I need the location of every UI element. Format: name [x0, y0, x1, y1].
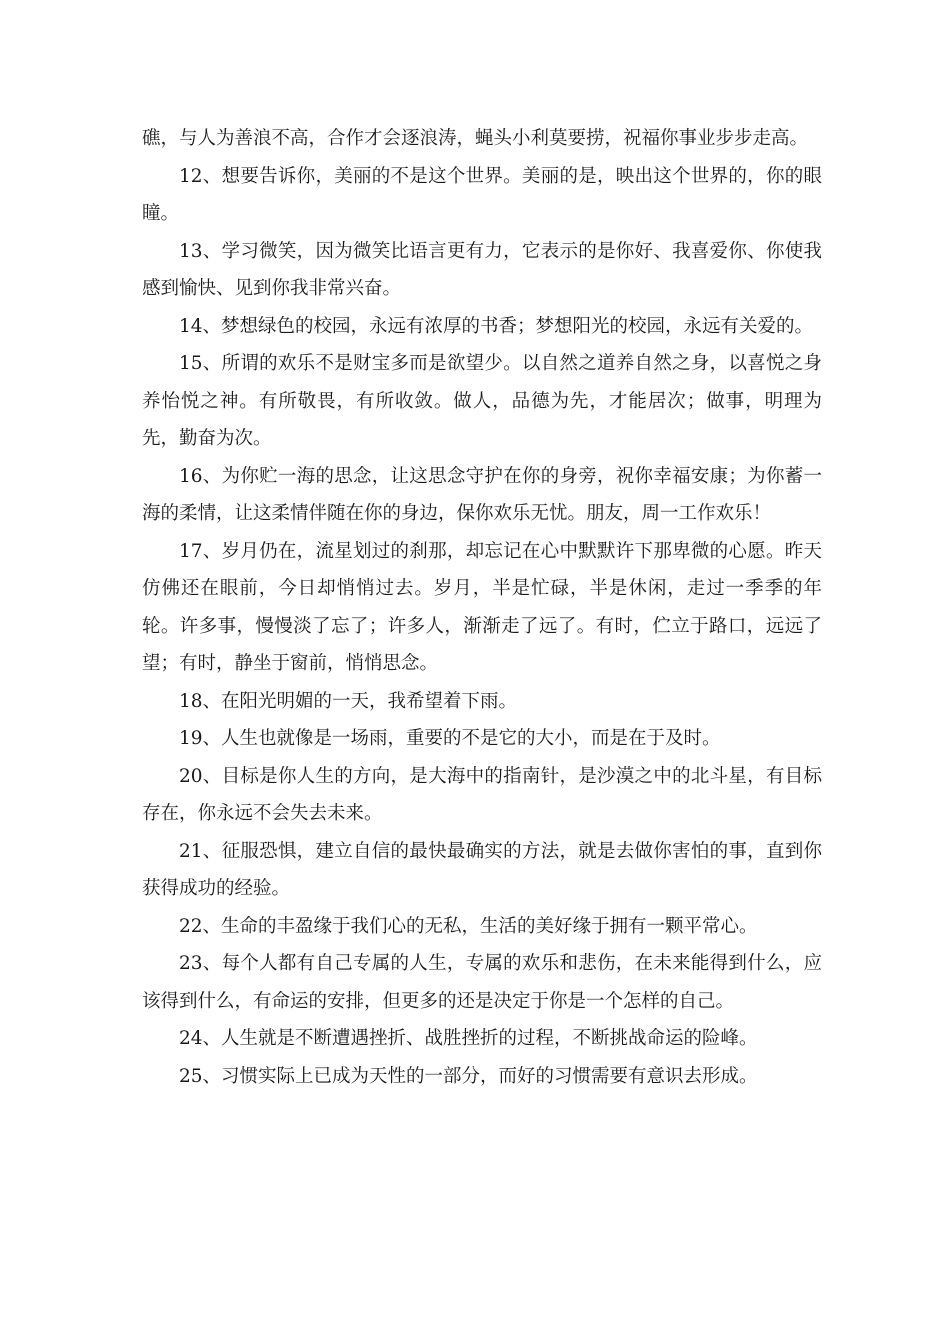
document-body [142, 120, 822, 1095]
paragraph-13: 13、学习微笑，因为微笑比语言更有力，它表示的是你好、我喜爱你、你使我感到愉快、见到你我非常兴奋。 [142, 240, 822, 299]
paragraph-16: 16、为你贮一海的思念，让这思念守护在你的身旁，祝你幸福安康；为你蓄一海的柔情，让这柔情伴随在你的身边，保你欢乐无忧。朋友，周一工作欢乐！ [142, 465, 822, 524]
paragraph-25: 25、习惯实际上已成为天性的一部分，而好的习惯需要有意识去形成。 [179, 1065, 758, 1087]
paragraph-24: 24、人生就是不断遭遇挫折、战胜挫折的过程，不断挑战命运的险峰。 [179, 1028, 758, 1049]
paragraph-20: 20、目标是你人生的方向，是大海中的指南针，是沙漠之中的北斗星，有目标存在，你永远不会失去未来。 [142, 765, 822, 824]
paragraph-continuation: 礁，与人为善浪不高，合作才会逐浪涛，蝇头小利莫要捞，祝福你事业步步走高。 [142, 128, 809, 149]
paragraph-14: 14、梦想绿色的校园，永远有浓厚的书香；梦想阳光的校园，永远有关爱的。 [179, 315, 814, 337]
paragraph-22: 22、生命的丰盈缘于我们心的无私，生活的美好缘于拥有一颗平常心。 [179, 915, 758, 937]
paragraph-19: 19、人生也就像是一场雨，重要的不是它的大小，而是在于及时。 [179, 728, 721, 749]
paragraph-23: 23、每个人都有自己专属的人生，专属的欢乐和悲伤，在未来能得到什么，应该得到什么，有命运的安排，但更多的还是决定于你是一个怎样的自己。 [142, 953, 822, 1012]
paragraph-21: 21、征服恐惧，建立自信的最快最确实的方法，就是去做你害怕的事，直到你获得成功的经验。 [142, 840, 822, 899]
paragraph-15: 15、所谓的欢乐不是财宝多而是欲望少。以自然之道养自然之身，以喜悦之身养怡悦之神。有所敬畏，有所收敛。做人，品德为先，才能居次；做事，明理为先，勤奋为次。 [142, 353, 822, 449]
paragraph-18: 18、在阳光明媚的一天，我希望着下雨。 [179, 690, 518, 712]
paragraph-12: 12、想要告诉你，美丽的不是这个世界。美丽的是，映出这个世界的，你的眼瞳。 [142, 165, 822, 224]
paragraph-17: 17、岁月仍在，流星划过的刹那，却忘记在心中默默许下那卑微的心愿。昨天仿佛还在眼前，今日却悄悄过去。岁月，半是忙碌，半是休闲，走过一季季的年轮。许多事，慢慢淡了忘了；许多人，渐渐走了远了。有时，伫立于路口，远远了望；有时，静坐于窗前，悄悄思念。 [142, 540, 822, 674]
